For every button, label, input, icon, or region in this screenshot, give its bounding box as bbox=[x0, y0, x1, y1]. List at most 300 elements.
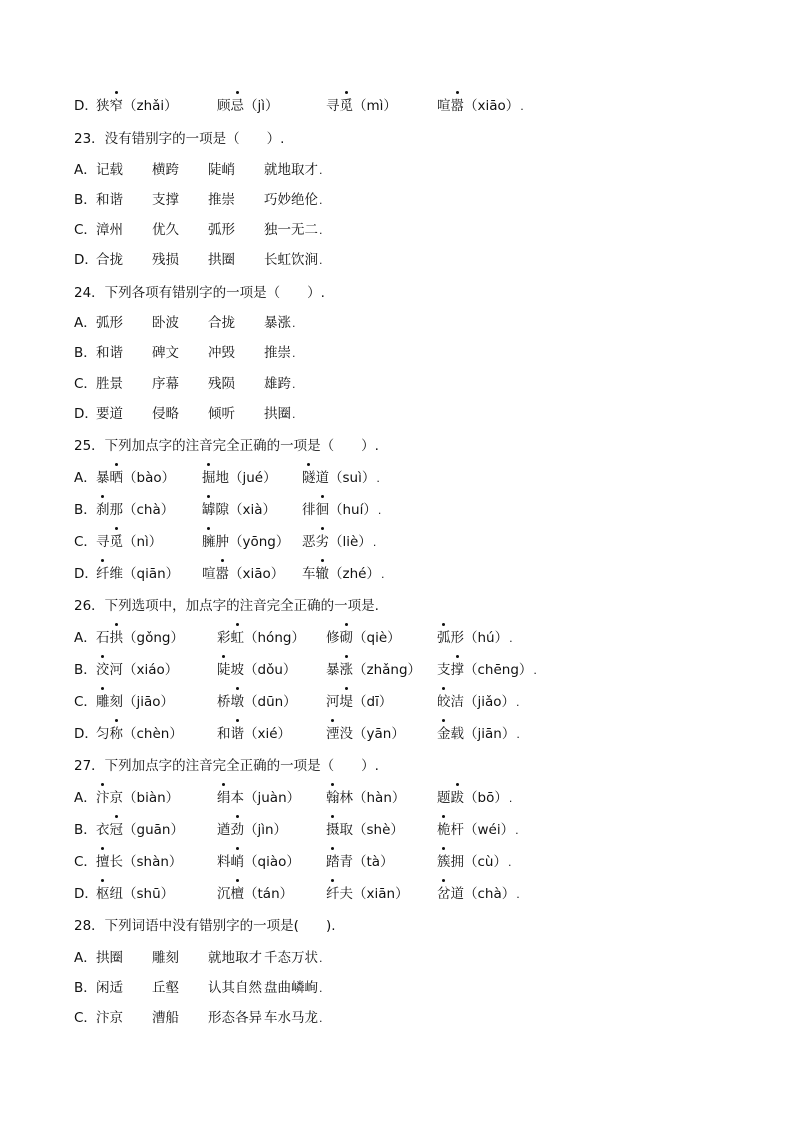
pinyin-text: 河（xiáo） bbox=[109, 662, 179, 678]
dotted-char: 劣 bbox=[316, 530, 330, 554]
pinyin-text: 没（yān） bbox=[339, 726, 405, 742]
option-item bbox=[202, 466, 277, 490]
option-item bbox=[264, 1006, 323, 1031]
pinyin-text: 青（tà） bbox=[339, 854, 394, 870]
option-word: 残损 bbox=[152, 252, 179, 268]
option-label: C． bbox=[74, 376, 97, 392]
option-label: A． bbox=[74, 315, 97, 331]
option-word: 漳州 bbox=[96, 222, 123, 238]
period-mark: . bbox=[319, 952, 323, 965]
dotted-char: 檀 bbox=[231, 882, 245, 906]
period-mark: . bbox=[377, 504, 382, 517]
option-item bbox=[202, 498, 276, 522]
pinyin-text: 地（jué） bbox=[215, 470, 277, 486]
pinyin-text: （huí） bbox=[329, 502, 377, 518]
option-label: D． bbox=[74, 886, 98, 902]
pinyin-text: （zhé） bbox=[329, 566, 380, 582]
option-item bbox=[152, 188, 179, 212]
option-word: 陡峭 bbox=[208, 162, 235, 178]
pinyin-text: （bō） bbox=[464, 790, 508, 806]
period-mark: . bbox=[520, 100, 524, 113]
option-char: 徘 bbox=[302, 502, 316, 518]
pinyin-text: 肿（yōng） bbox=[215, 534, 290, 550]
period-mark: . bbox=[515, 824, 519, 837]
pinyin-text: 洁（jiǎo） bbox=[450, 694, 516, 710]
option-line bbox=[74, 248, 323, 272]
pinyin-text: （tán） bbox=[244, 886, 294, 902]
option-word: 和谐 bbox=[96, 192, 123, 208]
option-item bbox=[264, 248, 323, 273]
period-mark: . bbox=[292, 378, 296, 391]
pinyin-text: 维（qiān） bbox=[109, 566, 180, 582]
option-item bbox=[152, 311, 179, 335]
option-line bbox=[74, 1006, 323, 1030]
option-label: B． bbox=[74, 980, 97, 996]
question-text: 25．下列加点字的注音完全正确的一项是（ ）. bbox=[74, 438, 379, 454]
question-text: 28．下列词语中没有错别字的一项是( ). bbox=[74, 918, 336, 934]
pinyin-text: 道（suì） bbox=[315, 470, 376, 486]
option-word: 侵略 bbox=[152, 406, 179, 422]
option-char: 暴 bbox=[96, 470, 110, 486]
option-item bbox=[152, 158, 179, 182]
option-item bbox=[96, 818, 184, 842]
option-label: A． bbox=[74, 162, 97, 178]
option-char: 寻 bbox=[326, 98, 340, 114]
dotted-char: 擅 bbox=[96, 850, 110, 874]
option-line bbox=[74, 311, 296, 335]
period-mark: . bbox=[319, 982, 323, 995]
dotted-char: 拱 bbox=[110, 626, 124, 650]
period-mark: . bbox=[376, 472, 380, 485]
option-item bbox=[217, 850, 300, 874]
option-line bbox=[74, 530, 377, 554]
option-item bbox=[208, 1006, 262, 1030]
option-line bbox=[74, 882, 520, 906]
pinyin-text: （xié） bbox=[244, 726, 292, 742]
pinyin-text: （guān） bbox=[123, 822, 184, 838]
pinyin-text: 拥（cù） bbox=[450, 854, 507, 870]
option-word: 推崇 bbox=[208, 192, 235, 208]
dotted-char: 谐 bbox=[231, 722, 245, 746]
option-item bbox=[152, 372, 179, 396]
dotted-char: 罅 bbox=[202, 498, 216, 522]
option-item bbox=[326, 722, 405, 746]
pinyin-text: （jìn） bbox=[244, 822, 288, 838]
option-item bbox=[326, 690, 392, 714]
option-item bbox=[208, 158, 235, 182]
option-label: C． bbox=[74, 694, 97, 710]
option-word: 巧妙绝伦 bbox=[264, 192, 318, 208]
option-item bbox=[326, 658, 421, 682]
option-item bbox=[264, 158, 323, 183]
option-item bbox=[208, 402, 235, 426]
period-mark: . bbox=[292, 347, 296, 360]
option-item bbox=[96, 188, 123, 212]
option-item bbox=[152, 1006, 179, 1030]
option-word: 要道 bbox=[96, 406, 123, 422]
option-item bbox=[217, 722, 291, 746]
option-line bbox=[74, 976, 323, 1000]
option-label: D． bbox=[74, 252, 98, 268]
pinyin-text: 林（hàn） bbox=[339, 790, 406, 806]
option-label: A． bbox=[74, 790, 97, 806]
option-word: 汴京 bbox=[96, 1010, 123, 1026]
option-item bbox=[152, 976, 179, 1000]
option-word: 冲毁 bbox=[208, 345, 235, 361]
option-item bbox=[96, 786, 179, 810]
pinyin-text: （dī） bbox=[353, 694, 393, 710]
option-word: 长虹饮涧 bbox=[264, 252, 318, 268]
option-item bbox=[437, 850, 511, 875]
option-label: D． bbox=[74, 98, 98, 114]
option-char: 石 bbox=[96, 630, 110, 646]
option-item bbox=[96, 690, 174, 714]
dotted-char: 陡 bbox=[217, 658, 231, 682]
option-char: 题 bbox=[437, 790, 451, 806]
option-item bbox=[96, 94, 178, 118]
option-item bbox=[217, 882, 293, 906]
dotted-char: 嚣 bbox=[451, 94, 465, 118]
dotted-char: 徊 bbox=[316, 498, 330, 522]
option-word: 优久 bbox=[152, 222, 179, 238]
dotted-char: 堤 bbox=[340, 690, 354, 714]
pinyin-text: （gǒng） bbox=[123, 630, 184, 646]
option-item bbox=[202, 530, 289, 554]
pinyin-text: （bào） bbox=[123, 470, 176, 486]
dotted-char: 劲 bbox=[231, 818, 245, 842]
option-item bbox=[96, 850, 182, 874]
option-word: 残陨 bbox=[208, 376, 235, 392]
dotted-char: 隧 bbox=[302, 466, 316, 490]
option-word: 千态万状 bbox=[264, 950, 318, 966]
pinyin-text: 那（chà） bbox=[109, 502, 175, 518]
pinyin-text: 夫（xiān） bbox=[339, 886, 409, 902]
option-char: 狭 bbox=[96, 98, 110, 114]
option-char: 沉 bbox=[217, 886, 231, 902]
pinyin-text: 纽（shū） bbox=[109, 886, 175, 902]
question-line bbox=[74, 914, 336, 938]
option-char: 料 bbox=[217, 854, 231, 870]
pinyin-text: （hóng） bbox=[244, 630, 305, 646]
option-item bbox=[437, 658, 537, 683]
period-mark: . bbox=[507, 856, 512, 869]
option-word: 认其自然 bbox=[208, 980, 262, 996]
option-word: 拱圈 bbox=[208, 252, 235, 268]
option-char: 寻 bbox=[96, 534, 110, 550]
option-line bbox=[74, 158, 323, 182]
option-line bbox=[74, 562, 385, 586]
pinyin-text: （dūn） bbox=[244, 694, 297, 710]
pinyin-text: 隙（xià） bbox=[215, 502, 277, 518]
dotted-char: 臃 bbox=[202, 530, 216, 554]
dotted-char: 金 bbox=[437, 722, 451, 746]
dotted-char: 踏 bbox=[326, 850, 340, 874]
option-char: 车 bbox=[302, 566, 316, 582]
option-word: 车水马龙 bbox=[264, 1010, 318, 1026]
period-mark: . bbox=[509, 632, 513, 645]
option-item bbox=[437, 94, 524, 119]
option-item bbox=[264, 311, 296, 336]
option-line bbox=[74, 658, 537, 682]
option-word: 盘曲嶙峋 bbox=[264, 980, 318, 996]
option-item bbox=[302, 530, 376, 555]
option-word: 雄跨 bbox=[264, 376, 291, 392]
dotted-char: 冠 bbox=[110, 818, 124, 842]
option-item bbox=[217, 818, 287, 842]
option-item bbox=[264, 341, 296, 366]
period-mark: . bbox=[319, 254, 323, 267]
dotted-char: 涨 bbox=[340, 658, 354, 682]
period-mark: . bbox=[319, 1012, 323, 1025]
option-word: 合拢 bbox=[96, 252, 123, 268]
option-item bbox=[326, 850, 394, 874]
option-char: 和 bbox=[217, 726, 231, 742]
option-item bbox=[96, 658, 178, 682]
option-word: 和谐 bbox=[96, 345, 123, 361]
option-item bbox=[96, 722, 183, 746]
option-line bbox=[74, 498, 382, 522]
option-line bbox=[74, 786, 513, 810]
option-item bbox=[217, 94, 279, 118]
option-word: 横跨 bbox=[152, 162, 179, 178]
option-item bbox=[217, 626, 305, 650]
option-item bbox=[217, 786, 300, 810]
option-label: B． bbox=[74, 822, 97, 838]
option-item bbox=[152, 402, 179, 426]
option-item bbox=[96, 466, 175, 490]
option-item bbox=[96, 530, 162, 554]
option-item bbox=[326, 626, 401, 650]
option-label: C． bbox=[74, 534, 97, 550]
dotted-char: 掘 bbox=[202, 466, 216, 490]
question-text: 23．没有错别字的一项是（ ）. bbox=[74, 131, 285, 147]
option-word: 闲适 bbox=[96, 980, 123, 996]
period-mark: . bbox=[372, 536, 377, 549]
option-item bbox=[437, 626, 513, 651]
period-mark: . bbox=[319, 164, 323, 177]
option-item bbox=[96, 372, 123, 396]
option-line bbox=[74, 626, 513, 650]
question-line bbox=[74, 754, 379, 778]
dotted-char: 翰 bbox=[326, 786, 340, 810]
pinyin-text: 坡（dǒu） bbox=[230, 662, 297, 678]
option-item bbox=[437, 786, 512, 811]
option-item bbox=[208, 946, 262, 970]
dotted-char: 纤 bbox=[96, 562, 110, 586]
option-item bbox=[264, 218, 323, 243]
option-item bbox=[302, 498, 381, 523]
question-text: 26．下列选项中，加点字的注音完全正确的一项是. bbox=[74, 598, 379, 614]
dotted-char: 纤 bbox=[326, 882, 340, 906]
option-word: 漕船 bbox=[152, 1010, 179, 1026]
dotted-char: 岔 bbox=[437, 882, 451, 906]
pinyin-text: （liè） bbox=[329, 534, 372, 550]
dotted-char: 跋 bbox=[451, 786, 465, 810]
option-word: 就地取才 bbox=[208, 950, 262, 966]
option-label: B． bbox=[74, 662, 97, 678]
option-char: 暴 bbox=[326, 662, 340, 678]
dotted-char: 虹 bbox=[231, 626, 245, 650]
option-item bbox=[96, 1006, 123, 1030]
option-item bbox=[96, 311, 123, 335]
option-item bbox=[96, 402, 123, 426]
dotted-char: 称 bbox=[110, 722, 124, 746]
option-item bbox=[264, 402, 296, 427]
dotted-char: 湮 bbox=[326, 722, 340, 746]
pinyin-text: 刻（jiāo） bbox=[109, 694, 175, 710]
pinyin-text: （jì） bbox=[244, 98, 279, 114]
pinyin-text: （xiāo） bbox=[464, 98, 520, 114]
option-label: D． bbox=[74, 406, 98, 422]
option-item bbox=[437, 882, 520, 907]
option-char: 河 bbox=[326, 694, 340, 710]
option-line bbox=[74, 188, 323, 212]
pinyin-text: （xiāo） bbox=[229, 566, 285, 582]
option-item bbox=[96, 562, 179, 586]
option-word: 弧形 bbox=[96, 315, 123, 331]
option-item bbox=[437, 818, 519, 843]
period-mark: . bbox=[292, 317, 296, 330]
period-mark: . bbox=[516, 888, 520, 901]
option-label: B． bbox=[74, 345, 97, 361]
pinyin-text: （chèn） bbox=[123, 726, 183, 742]
option-word: 序幕 bbox=[152, 376, 179, 392]
period-mark: . bbox=[516, 728, 520, 741]
question-line bbox=[74, 594, 379, 618]
period-mark: . bbox=[533, 664, 537, 677]
option-item bbox=[152, 946, 179, 970]
option-item bbox=[217, 658, 296, 682]
option-item bbox=[96, 946, 123, 970]
dotted-char: 弧 bbox=[437, 626, 451, 650]
option-item bbox=[96, 976, 123, 1000]
option-word: 推崇 bbox=[264, 345, 291, 361]
option-line bbox=[74, 722, 520, 746]
dotted-char: 刹 bbox=[96, 498, 110, 522]
option-item bbox=[217, 690, 297, 714]
option-line bbox=[74, 690, 520, 714]
dotted-char: 皎 bbox=[437, 690, 451, 714]
dotted-char: 汴 bbox=[96, 786, 110, 810]
option-label: D． bbox=[74, 726, 98, 742]
option-word: 碑文 bbox=[152, 345, 179, 361]
pinyin-text: （nì） bbox=[123, 534, 163, 550]
option-item bbox=[208, 188, 235, 212]
dotted-char: 簇 bbox=[437, 850, 451, 874]
option-item bbox=[264, 976, 323, 1001]
pinyin-text: 本（juàn） bbox=[230, 790, 301, 806]
option-char: 顾 bbox=[217, 98, 231, 114]
option-label: D． bbox=[74, 566, 98, 582]
dotted-char: 枢 bbox=[96, 882, 110, 906]
option-line bbox=[74, 818, 519, 842]
option-word: 丘壑 bbox=[152, 980, 179, 996]
option-item bbox=[437, 722, 520, 747]
option-item bbox=[326, 818, 404, 842]
dotted-char: 摄 bbox=[326, 818, 340, 842]
pinyin-text: （chēng） bbox=[464, 662, 533, 678]
option-item bbox=[202, 562, 284, 586]
option-item bbox=[326, 786, 405, 810]
period-mark: . bbox=[508, 792, 513, 805]
option-line bbox=[74, 372, 296, 396]
option-item bbox=[152, 218, 179, 242]
dotted-char: 觅 bbox=[340, 94, 354, 118]
option-char: 桥 bbox=[217, 694, 231, 710]
pinyin-text: （qiè） bbox=[353, 630, 401, 646]
period-mark: . bbox=[516, 696, 520, 709]
pinyin-text: （qiào） bbox=[244, 854, 300, 870]
option-word: 卧波 bbox=[152, 315, 179, 331]
dotted-char: 撑 bbox=[451, 658, 465, 682]
question-text: 27．下列加点字的注音完全正确的一项是（ ）. bbox=[74, 758, 379, 774]
option-label: A． bbox=[74, 470, 97, 486]
option-label: B． bbox=[74, 192, 97, 208]
option-label: C． bbox=[74, 222, 97, 238]
dotted-char: 雕 bbox=[96, 690, 110, 714]
option-item bbox=[152, 248, 179, 272]
option-item bbox=[208, 311, 235, 335]
dotted-char: 桅 bbox=[437, 818, 451, 842]
pinyin-text: 形（hú） bbox=[450, 630, 509, 646]
option-item bbox=[96, 158, 123, 182]
option-item bbox=[208, 218, 235, 242]
option-word: 记载 bbox=[96, 162, 123, 178]
option-word: 形态各异 bbox=[208, 1010, 262, 1026]
pinyin-text: 长（shàn） bbox=[109, 854, 183, 870]
option-item bbox=[264, 188, 323, 213]
option-item bbox=[302, 562, 384, 587]
question-line bbox=[74, 127, 284, 151]
period-mark: . bbox=[292, 408, 296, 421]
option-word: 支撑 bbox=[152, 192, 179, 208]
option-item bbox=[208, 248, 235, 272]
option-char: 修 bbox=[326, 630, 340, 646]
option-word: 雕刻 bbox=[152, 950, 179, 966]
period-mark: . bbox=[319, 194, 323, 207]
option-item bbox=[208, 341, 235, 365]
dotted-char: 晒 bbox=[110, 466, 124, 490]
pinyin-text: （zhǎi） bbox=[123, 98, 178, 114]
option-char: 遒 bbox=[217, 822, 231, 838]
option-item bbox=[96, 341, 123, 365]
dotted-char: 峭 bbox=[231, 850, 245, 874]
option-item bbox=[96, 882, 174, 906]
option-word: 合拢 bbox=[208, 315, 235, 331]
dotted-char: 辙 bbox=[316, 562, 330, 586]
option-item bbox=[437, 690, 520, 715]
option-item bbox=[208, 976, 262, 1000]
option-item bbox=[96, 498, 174, 522]
option-label: C． bbox=[74, 1010, 97, 1026]
dotted-char: 觅 bbox=[110, 530, 124, 554]
question-line bbox=[74, 434, 379, 458]
option-char: 恶 bbox=[302, 534, 316, 550]
option-item bbox=[152, 341, 179, 365]
option-item bbox=[208, 372, 235, 396]
option-char: 衣 bbox=[96, 822, 110, 838]
option-word: 胜景 bbox=[96, 376, 123, 392]
period-mark: . bbox=[380, 568, 385, 581]
option-label: A． bbox=[74, 950, 97, 966]
pinyin-text: （mì） bbox=[353, 98, 397, 114]
option-line bbox=[74, 946, 323, 970]
option-item bbox=[264, 946, 323, 971]
option-line bbox=[74, 466, 380, 490]
option-item bbox=[326, 882, 409, 906]
dotted-char: 绢 bbox=[217, 786, 231, 810]
option-line bbox=[74, 94, 524, 118]
